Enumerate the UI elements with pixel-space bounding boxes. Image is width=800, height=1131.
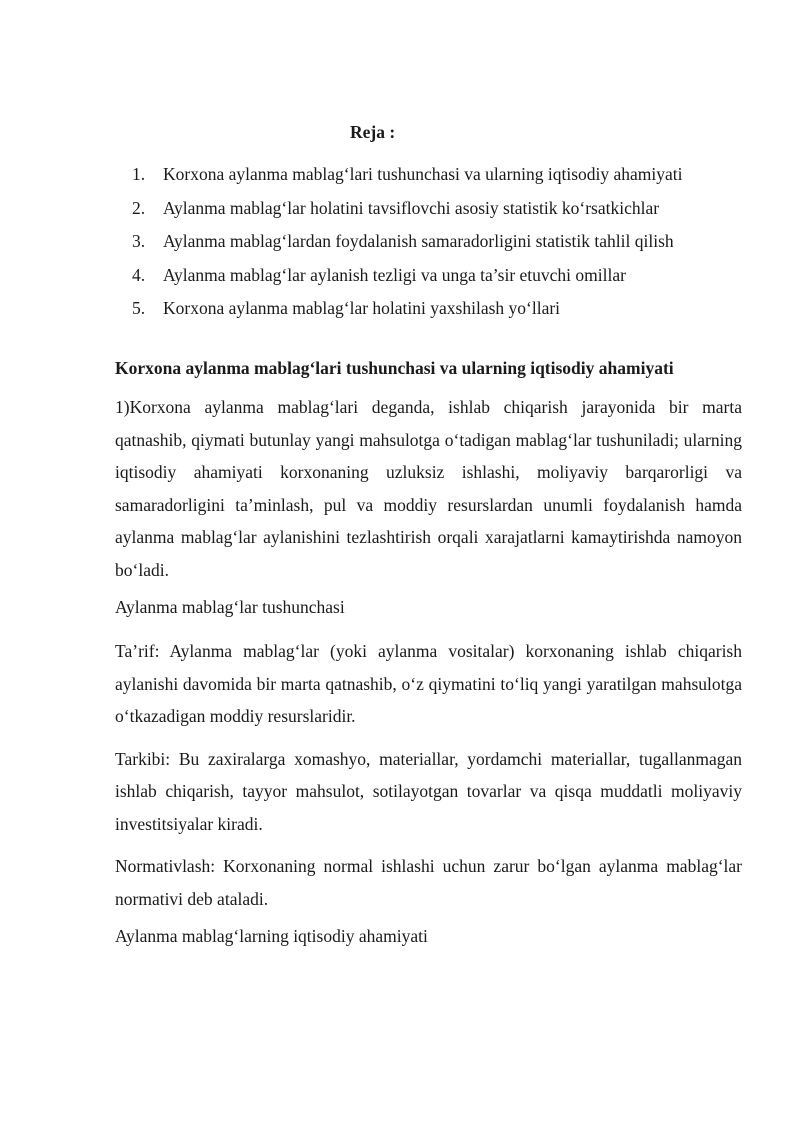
plan-item (132, 163, 752, 197)
section-content (115, 357, 742, 964)
plan-item (132, 197, 752, 231)
plan-item-text: Aylanma mablag‘lardan foydalanish samaradorligini statistik tahlil qilish (163, 231, 674, 251)
plan-item-number: 3. (132, 231, 146, 251)
plan-item-text: Aylanma mablag‘lar aylanish tezligi va unga ta’sir etuvchi omillar (163, 264, 626, 285)
composition-paragraph: Tarkibi: Bu zaxiralarga xomashyo, materiallar, yordamchi materiallar, tugallanmagan ishlab chiqarish, tayyor mahsulot, sotilayotgan tovarlar va qisqa muddatli moliyaviy investitsiyalar kiradi. (115, 748, 742, 834)
definition-paragraph: Ta’rif: Aylanma mablag‘lar (yoki aylanma vositalar) korxonaning ishlab chiqarish aylanishi davomida bir marta qatnashib, o‘z qiymatini to‘liq yangi yaratilgan mahsulotga o‘tkazadigan moddiy resurslaridir. (115, 641, 742, 726)
plan-list (132, 163, 752, 331)
plan-item (132, 297, 752, 331)
importance-subheading: Aylanma mablag‘larning iqtisodiy ahamiyati (115, 926, 428, 946)
plan-item-text: Aylanma mablag‘lar holatini tavsiflovchi asosiy statistik ko‘rsatkichlar (163, 197, 660, 218)
normativ-paragraph: Normativlash: Korxonaning normal ishlashi uchun zarur bo‘lgan aylanma mablag‘lar normativi deb ataladi. (115, 856, 742, 909)
plan-title: Reja : (350, 122, 396, 142)
plan-item (132, 264, 752, 298)
plan-item (132, 230, 752, 264)
plan-item-text: Korxona aylanma mablag‘lari tushunchasi va ularning iqtisodiy ahamiyati (163, 164, 683, 184)
concept-subheading: Aylanma mablag‘lar tushunchasi (115, 597, 345, 617)
plan-item-number: 2. (132, 197, 146, 218)
section-heading: Korxona aylanma mablag‘lari tushunchasi va ularning iqtisodiy ahamiyati (115, 358, 674, 378)
intro-paragraph: 1)Korxona aylanma mablag‘lari deganda, ishlab chiqarish jarayonida bir marta qatnashib, qiymati butunlay yangi mahsulotga o‘tadigan mablag‘lar tushuniladi; ularning iqtisodiy ahamiyati korxonaning uzluksiz ishlashi, moliyaviy barqarorligi va samaradorligini ta’minlash, pul va moddiy resurslardan unumli foydalanish hamda aylanma mablag‘lar aylanishini tezlashtirish orqali xarajatlarni kamaytirishda namoyon bo‘ladi. (115, 397, 742, 580)
plan-item-text: Korxona aylanma mablag‘lar holatini yaxshilash yo‘llari (163, 298, 561, 318)
plan-item-number: 1. (132, 164, 146, 184)
plan-item-number: 5. (132, 298, 146, 318)
plan-item-number: 4. (132, 264, 146, 285)
